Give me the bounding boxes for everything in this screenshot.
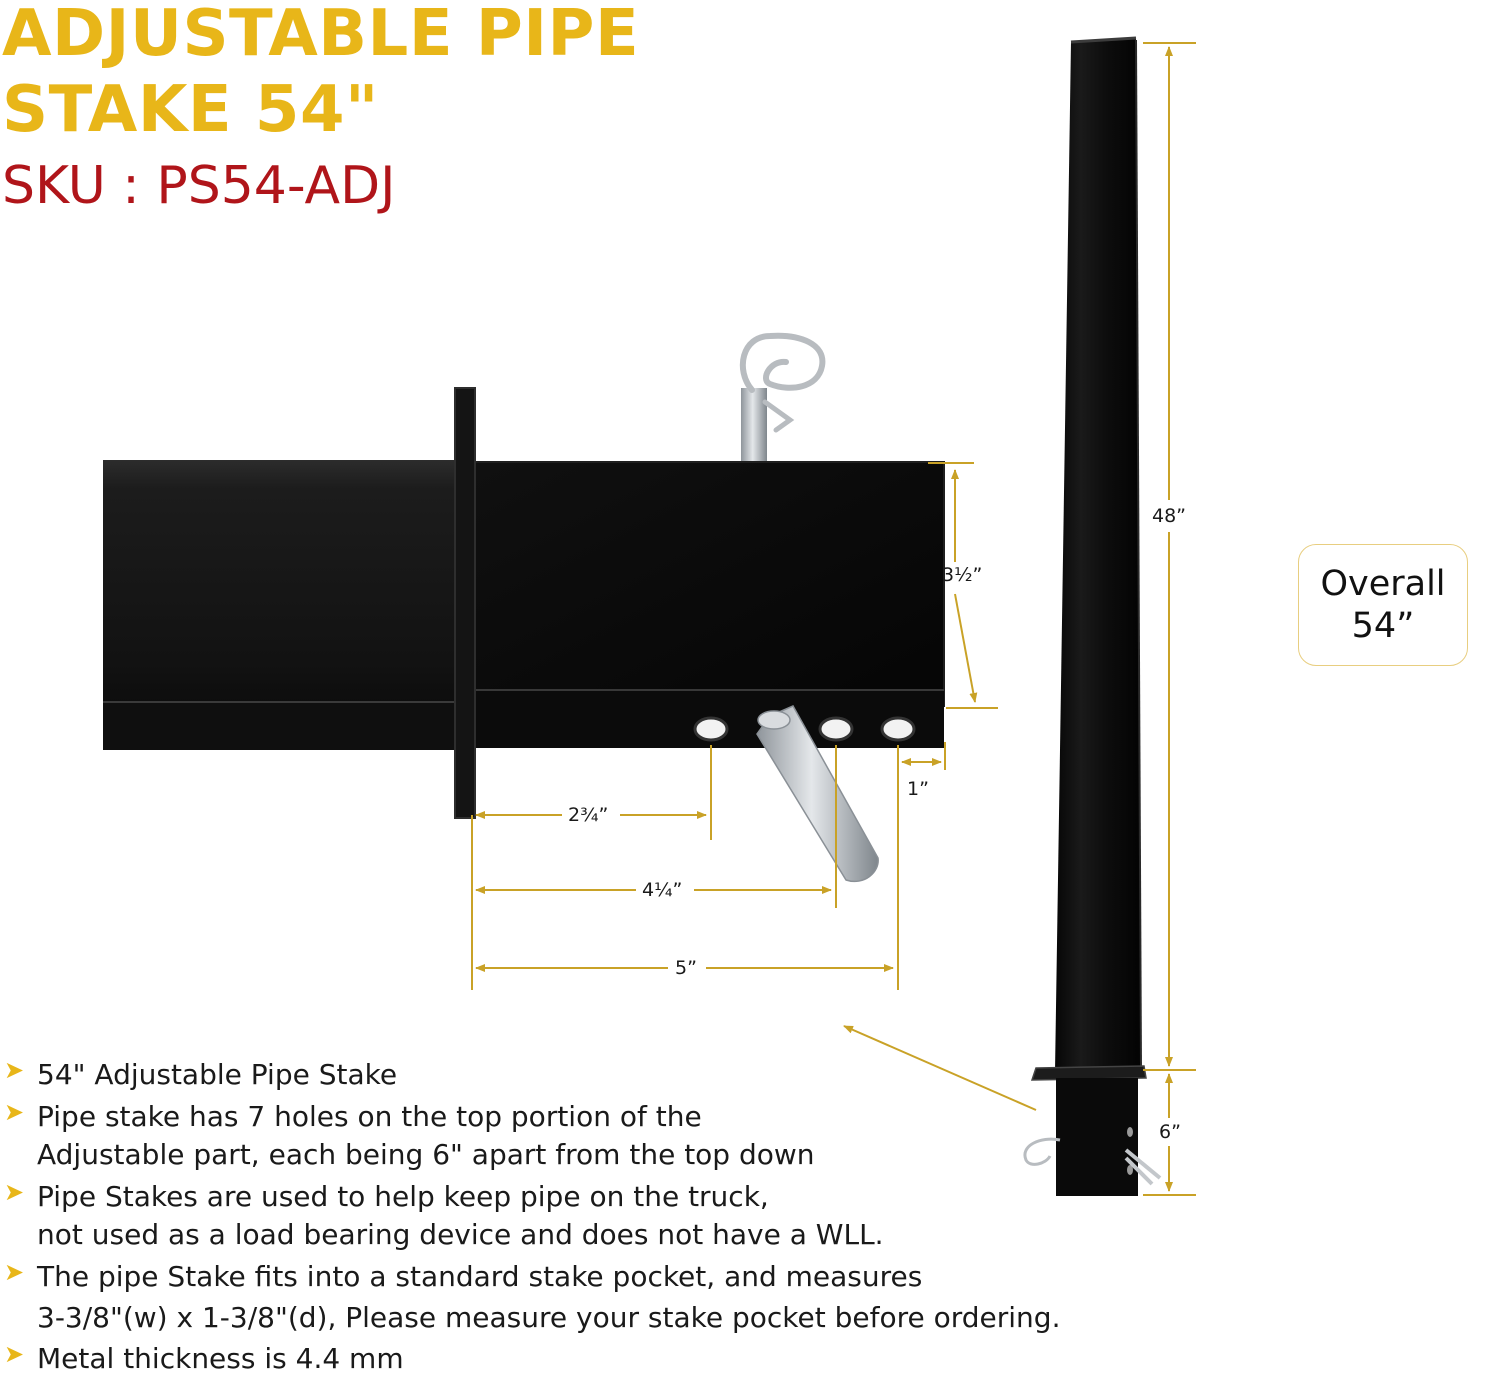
feature-text-line: not used as a load bearing device and does not have a WLL.	[37, 1218, 884, 1251]
dim-edge-label: 1”	[907, 778, 929, 800]
feature-text-line: The pipe Stake fits into a standard stake pocket, and measures	[37, 1260, 923, 1293]
inner-tube	[470, 462, 944, 706]
feature-text-line: 3-3/8"(w) x 1-3/8"(d), Please measure your stake pocket before ordering.	[37, 1301, 1061, 1334]
product-title-line2: STAKE 54"	[2, 73, 379, 147]
overall-label: Overall	[1320, 564, 1446, 604]
feature-text-line: Adjustable part, each being 6" apart from the top down	[37, 1138, 815, 1171]
stake-dimensions	[1143, 43, 1196, 1195]
collar-plate	[455, 388, 475, 818]
chevron-right-icon: ➤	[4, 1098, 25, 1126]
feature-text-line: Metal thickness is 4.4 mm	[37, 1342, 404, 1375]
outer-tube-lower-face	[103, 702, 463, 750]
chevron-right-icon: ➤	[4, 1258, 25, 1286]
dim-spacing3-label: 5”	[675, 957, 697, 979]
stake-closeup	[103, 336, 944, 882]
feature-text-line: Pipe stake has 7 holes on the top portion of the	[37, 1100, 702, 1133]
dim-spacing1-label: 2¾”	[568, 804, 609, 826]
dim-spacing2-label: 4¼”	[642, 879, 683, 901]
overall-length-callout	[1298, 544, 1468, 666]
feature-item	[4, 1098, 1244, 1174]
product-title-line1: ADJUSTABLE PIPE	[2, 0, 640, 71]
full-pipe-stake	[1025, 38, 1160, 1196]
hole-1	[695, 718, 727, 740]
chevron-right-icon: ➤	[4, 1056, 25, 1084]
dim-height-label: 3½”	[942, 564, 983, 586]
hole-2	[820, 718, 852, 740]
feature-item	[4, 1178, 1244, 1254]
hole-3	[882, 718, 914, 740]
chevron-right-icon: ➤	[4, 1340, 25, 1368]
feature-list	[4, 1056, 1244, 1378]
feature-item	[4, 1340, 1244, 1378]
feature-item	[4, 1258, 1244, 1340]
lynch-pin-clip	[741, 336, 822, 464]
feature-text-line: Pipe Stakes are used to help keep pipe on the truck,	[37, 1180, 769, 1213]
chevron-right-icon: ➤	[4, 1178, 25, 1206]
feature-text-line: 54" Adjustable Pipe Stake	[37, 1058, 398, 1091]
product-sku: SKU : PS54-ADJ	[2, 156, 396, 216]
feature-item	[4, 1056, 1244, 1094]
dim-lower-length-label: 6”	[1159, 1121, 1181, 1143]
upper-pole	[1055, 38, 1141, 1072]
overall-value: 54”	[1351, 606, 1415, 646]
dim-upper-length-label: 48”	[1152, 505, 1187, 527]
